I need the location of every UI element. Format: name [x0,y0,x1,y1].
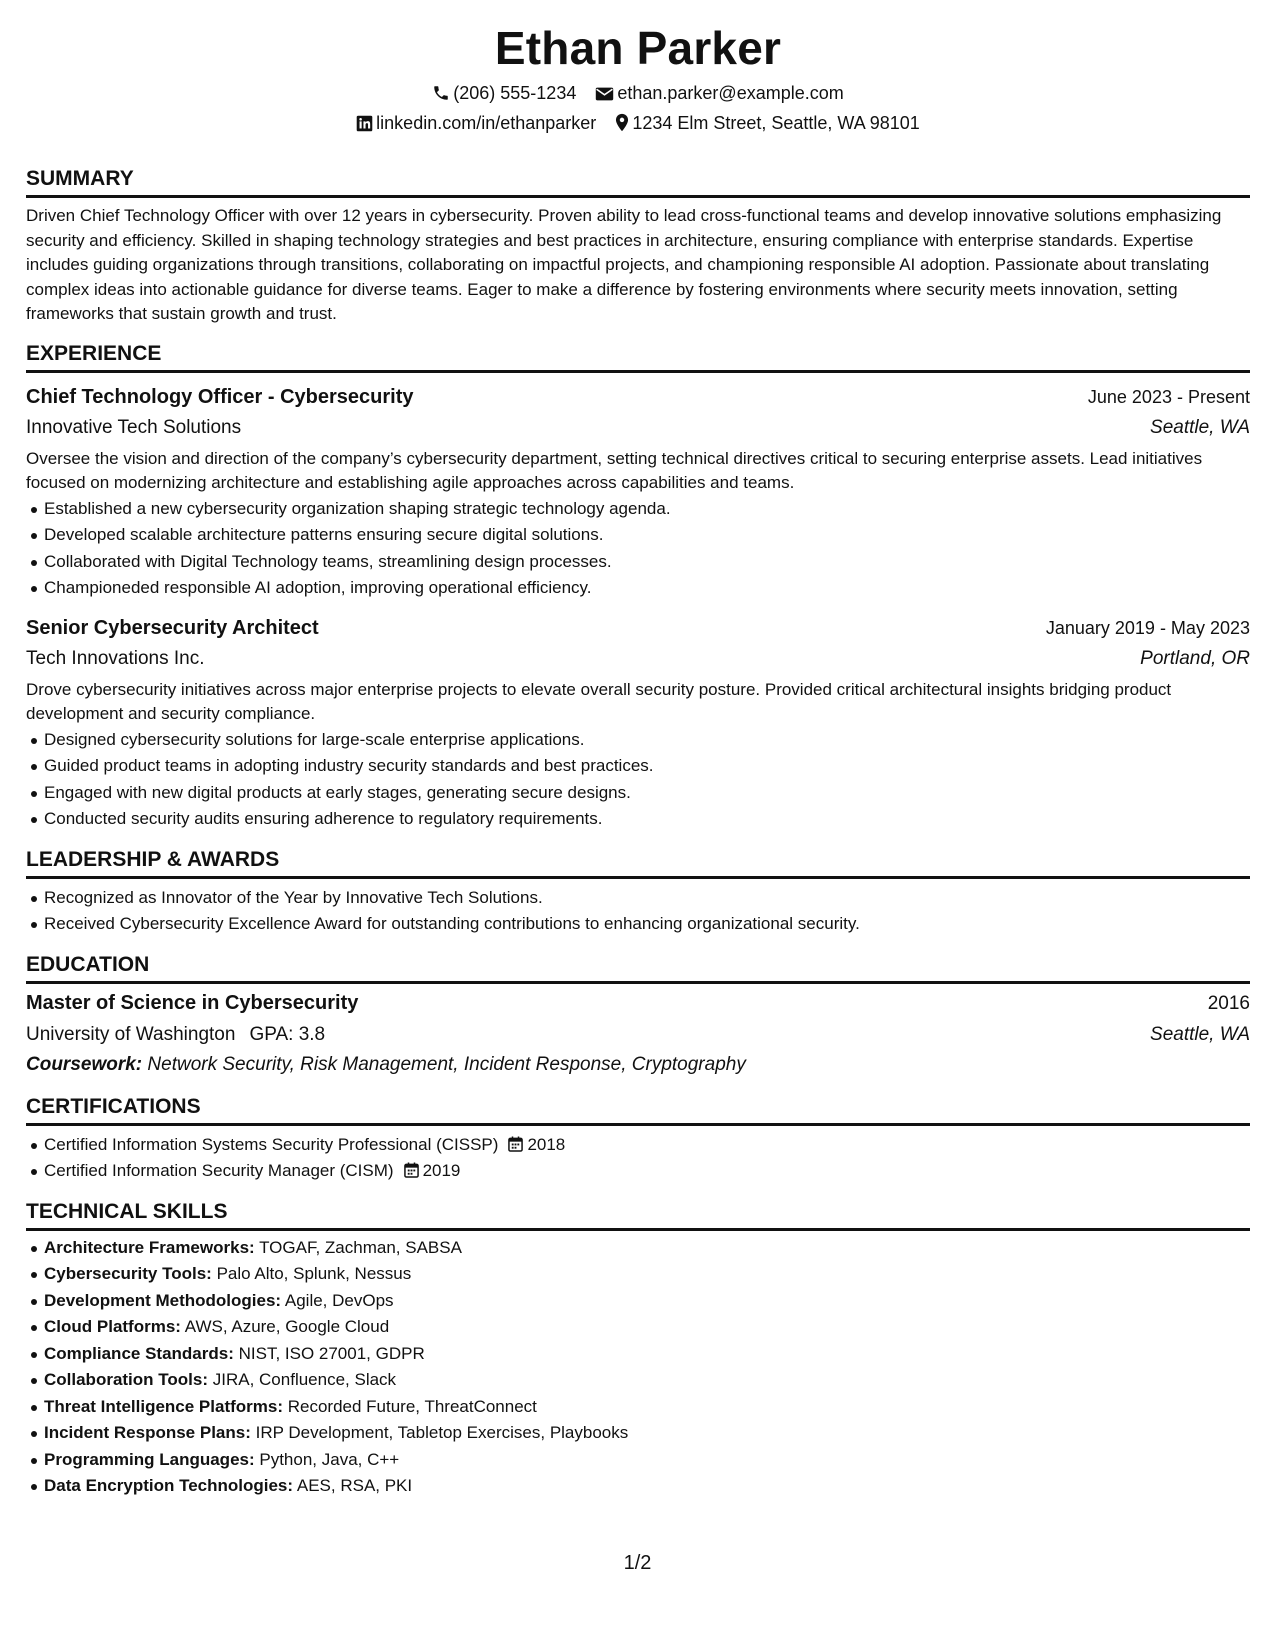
education-header [26,988,1250,1020]
skill-label: Incident Response Plans: [44,1423,251,1442]
school-name: University of Washington [26,1023,236,1045]
job-entry [26,612,1250,833]
skill-label: Development Methodologies: [44,1290,282,1310]
job-entry [26,381,1250,602]
candidate-name: Ethan Parker [494,22,782,74]
summary-heading: SUMMARY [26,166,1250,198]
skill-label: Programming Languages: [44,1449,255,1469]
skill-label: Data Encryption Technologies: [44,1476,294,1495]
cert-name: Certified Information Systems Security Professional (CISSP) [44,1134,499,1154]
list-item [44,1132,1250,1159]
experience-section [26,341,1250,833]
skill-label: Cloud Platforms: [44,1317,181,1336]
list-item [44,1447,1250,1474]
list-item [44,1158,1250,1185]
school-location: Seattle, WA [1150,1023,1250,1045]
company-name: Innovative Tech Solutions [26,416,242,438]
skill-label: Collaboration Tools: [44,1370,209,1389]
address-contact [615,108,920,138]
list-item [44,1261,1250,1288]
skill-label: Cybersecurity Tools: [44,1264,212,1283]
coursework [26,1050,1250,1080]
list-item [44,1420,1250,1447]
cert-name: Certified Information Security Manager (CISM) [44,1161,394,1180]
list-item: Recognized as Innovator of the Year by Innovative Tech Solutions. [44,885,1250,912]
certifications-section [26,1094,1250,1185]
summary-section [26,166,1250,327]
envelope-icon [595,86,614,102]
job-title: Senior Cybersecurity Architect [26,616,319,639]
skill-value: JIRA, Confluence, Slack [212,1370,397,1389]
skill-value: Recorded Future, ThreatConnect [287,1396,537,1416]
skills-heading: TECHNICAL SKILLS [26,1199,1250,1231]
list-item: Guided product teams in adopting industry security standards and best practices. [44,753,1250,780]
list-item: Collaborated with Digital Technology teams, streamlining design processes. [44,549,1250,576]
gpa: GPA: 3.8 [249,1023,326,1045]
map-pin-icon [615,113,629,132]
company-name: Tech Innovations Inc. [26,647,205,669]
job-location: Portland, OR [1140,647,1250,669]
skill-value: Python, Java, C++ [259,1449,400,1469]
list-item [44,1341,1250,1368]
contact-line-1 [26,78,1250,108]
cert-year: 2018 [527,1134,566,1154]
graduation-year: 2016 [1207,992,1250,1014]
skill-value: NIST, ISO 27001, GDPR [238,1343,425,1363]
skill-value: TOGAF, Zachman, SABSA [259,1237,462,1257]
linkedin-text[interactable]: linkedin.com/in/ethanparker [376,113,597,133]
education-subheader [26,1020,1250,1050]
skill-value: AES, RSA, PKI [296,1476,413,1495]
list-item [44,1394,1250,1421]
list-item [44,1235,1250,1262]
experience-heading: EXPERIENCE [26,341,1250,373]
skill-label: Threat Intelligence Platforms: [44,1396,283,1416]
email-text[interactable]: ethan.parker@example.com [617,83,844,103]
calendar-icon [404,1162,419,1178]
certifications-heading: CERTIFICATIONS [26,1094,1250,1126]
school-line [26,1020,325,1050]
list-item [44,1367,1250,1394]
list-item: Received Cybersecurity Excellence Award for outstanding contributions to enhancing organizational security. [44,911,1250,938]
phone-contact [432,78,576,108]
list-item [44,1288,1250,1315]
skill-value: AWS, Azure, Google Cloud [184,1317,390,1336]
page-number: 1/2 [623,1552,652,1574]
coursework-label: Coursework: [26,1053,143,1075]
linkedin-icon [356,115,373,132]
coursework-list: Network Security, Risk Management, Incident Response, Cryptography [147,1053,746,1075]
list-item: Championeded responsible AI adoption, improving operational efficiency. [44,575,1250,602]
skill-value: IRP Development, Tabletop Exercises, Playbooks [255,1423,629,1442]
phone-icon [432,84,450,102]
job-description: Drove cybersecurity initiatives across major enterprise projects to elevate overall security posture. Provided critical architectural insights bridging product development and security compliance. [26,679,1172,723]
list-item: Established a new cybersecurity organization shaping strategic technology agenda. [44,496,1250,523]
contact-line-2 [26,108,1250,138]
skill-value: Agile, DevOps [284,1290,394,1310]
linkedin-contact[interactable] [356,108,596,138]
education-section [26,952,1250,1080]
awards-list [26,885,1250,938]
phone-text: (206) 555-1234 [453,83,577,103]
calendar-icon [508,1136,523,1152]
degree-name: Master of Science in Cybersecurity [26,991,359,1014]
list-item [44,1314,1250,1341]
awards-heading: LEADERSHIP & AWARDS [26,847,1250,879]
skill-label: Compliance Standards: [44,1343,234,1363]
certifications-list [26,1132,1250,1185]
job-subheader [26,413,1250,443]
job-title: Chief Technology Officer - Cybersecurity [26,385,414,408]
cert-year: 2019 [422,1161,461,1180]
job-bullets [26,727,1250,833]
skill-label: Architecture Frameworks: [44,1237,255,1257]
list-item: Developed scalable architecture patterns ensuring secure digital solutions. [44,522,1250,549]
job-header [26,381,1250,413]
job-bullets [26,496,1250,602]
skills-section [26,1199,1250,1500]
list-item: Designed cybersecurity solutions for large-scale enterprise applications. [44,727,1250,754]
address-text: 1234 Elm Street, Seattle, WA 98101 [632,113,920,133]
job-location: Seattle, WA [1150,416,1250,438]
email-contact[interactable] [595,78,843,108]
list-item: Conducted security audits ensuring adherence to regulatory requirements. [44,806,1250,833]
job-header [26,612,1250,644]
job-dates: January 2019 - May 2023 [1045,617,1250,638]
awards-section [26,847,1250,938]
job-dates: June 2023 - Present [1087,386,1250,407]
job-subheader [26,644,1250,674]
resume-page [26,18,1250,1500]
skills-list [26,1235,1250,1500]
list-item [44,1473,1250,1500]
education-heading: EDUCATION [26,952,1250,984]
job-description: Oversee the vision and direction of the company’s cybersecurity department, setting technical directives critical to securing enterprise assets. Lead initiatives focused on modernizing architecture and establishing agile approaches across capabilities and teams. [26,448,1203,492]
list-item: Engaged with new digital products at early stages, generating secure designs. [44,780,1250,807]
skill-value: Palo Alto, Splunk, Nessus [216,1264,412,1283]
summary-text: Driven Chief Technology Officer with over 12 years in cybersecurity. Proven ability to lead cross-functional teams and develop innovative solutions emphasizing security and efficiency. Skilled in shaping technology strategies and best practices in architecture, ensuring compliance with enterprise standards. Expertise includes guiding organizations through transitions, collaborating on impactful projects, and championing responsible AI adoption. Passionate about translating complex ideas into actionable guidance for diverse teams. Eager to make a difference by fostering environments where security meets innovation, setting frameworks that sustain growth and trust. [26,206,1222,323]
